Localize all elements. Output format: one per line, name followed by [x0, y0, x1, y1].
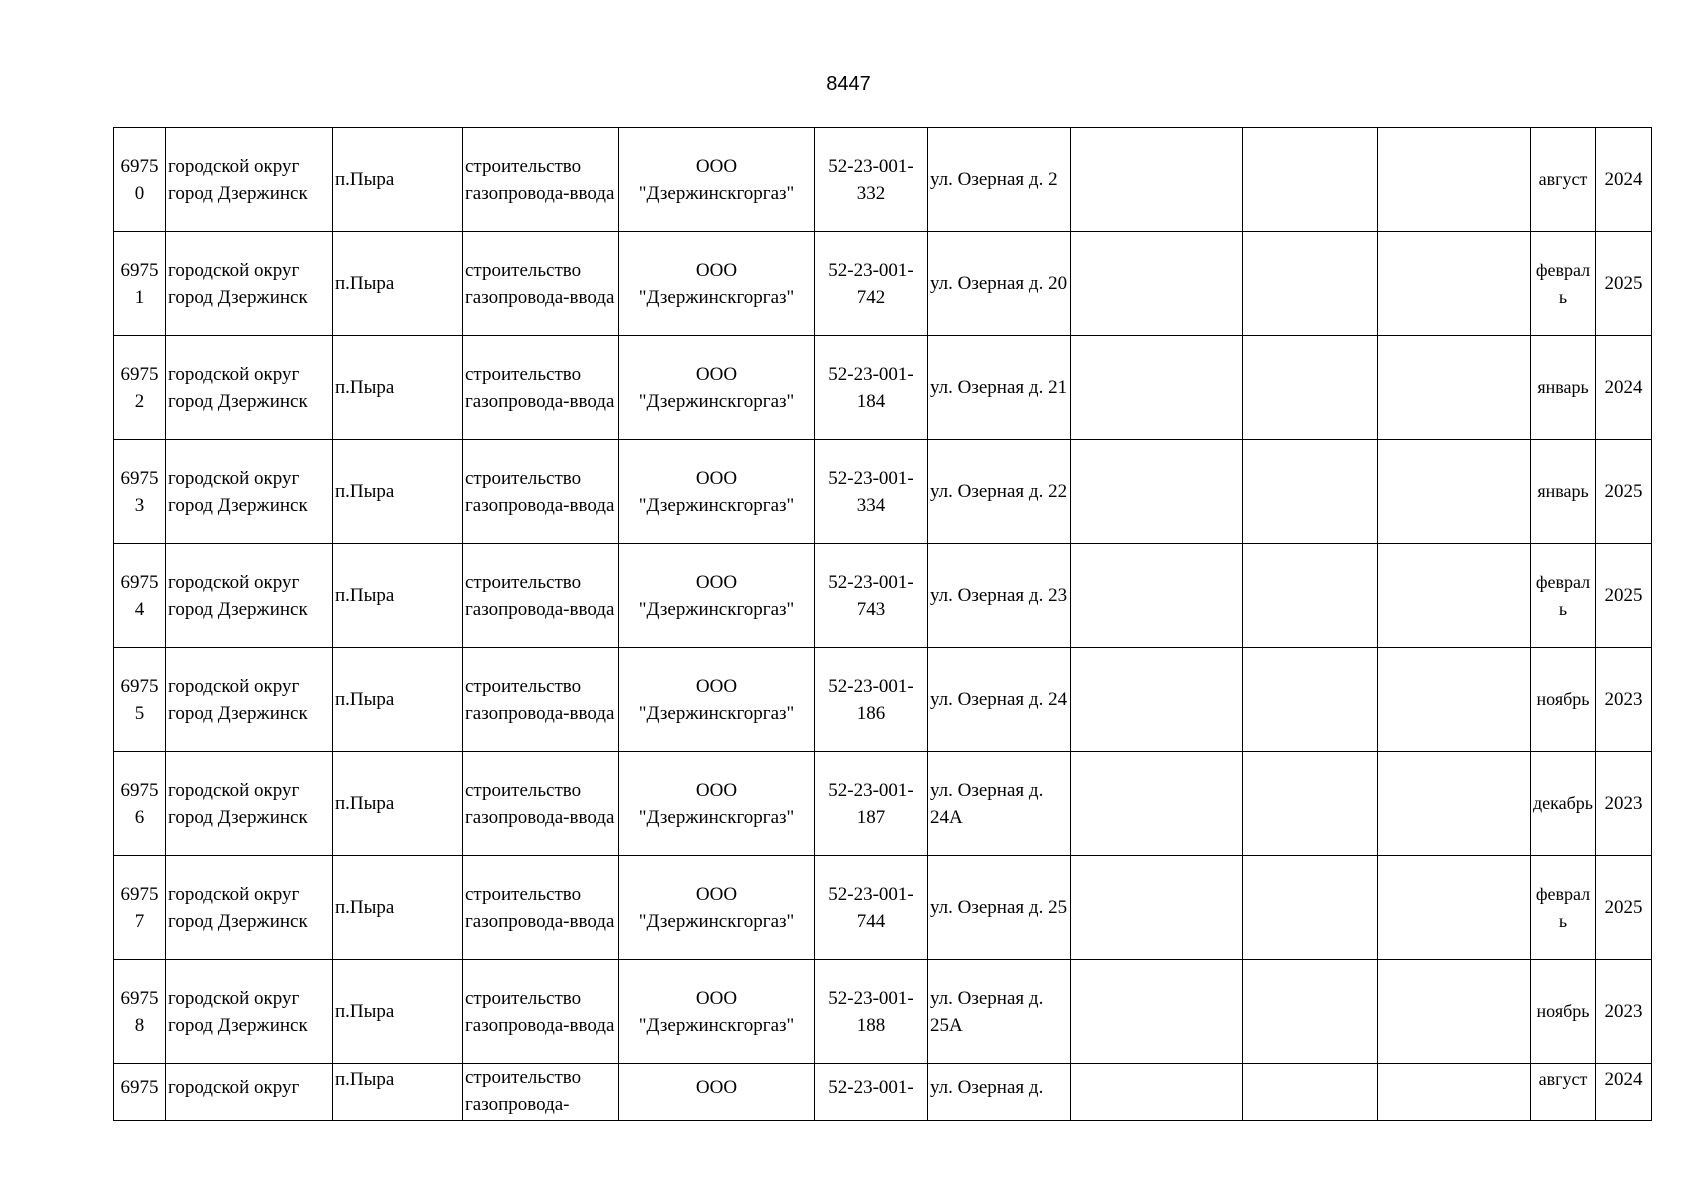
cell-code: 52-23-001- — [815, 1064, 928, 1121]
table-row — [114, 960, 1652, 1064]
cell-number: 69753 — [114, 440, 166, 544]
cell-month: ноябрь — [1531, 960, 1596, 1064]
cell-empty — [1243, 960, 1378, 1064]
cell-empty — [1071, 648, 1243, 752]
cell-address: ул. Озерная д. 23 — [928, 544, 1071, 648]
cell-year: 2025 — [1596, 544, 1652, 648]
cell-address: ул. Озерная д. 25А — [928, 960, 1071, 1064]
cell-month: декабрь — [1531, 752, 1596, 856]
cell-address: ул. Озерная д. 2 — [928, 128, 1071, 232]
cell-organization: ООО "Дзержинскгоргаз" — [619, 648, 815, 752]
cell-address: ул. Озерная д. 24 — [928, 648, 1071, 752]
page-number: 8447 — [826, 73, 871, 95]
cell-organization: ООО "Дзержинскгоргаз" — [619, 336, 815, 440]
table-row — [114, 544, 1652, 648]
cell-number: 69754 — [114, 544, 166, 648]
cell-empty — [1243, 544, 1378, 648]
cell-number: 69755 — [114, 648, 166, 752]
table-row — [114, 1064, 1652, 1121]
cell-settlement: п.Пыра — [333, 440, 463, 544]
cell-code: 52-23-001-188 — [815, 960, 928, 1064]
cell-settlement: п.Пыра — [333, 232, 463, 336]
cell-district: городской округ город Дзержинск — [166, 960, 333, 1064]
cell-month: февраль — [1531, 232, 1596, 336]
cell-year: 2024 — [1596, 128, 1652, 232]
cell-month: январь — [1531, 336, 1596, 440]
cell-empty — [1071, 752, 1243, 856]
cell-organization: ООО "Дзержинскгоргаз" — [619, 856, 815, 960]
cell-work-type: строительство газопровода-ввода — [463, 336, 619, 440]
cell-empty — [1071, 440, 1243, 544]
cell-code: 52-23-001-334 — [815, 440, 928, 544]
cell-month: февраль — [1531, 856, 1596, 960]
cell-address: ул. Озерная д. 22 — [928, 440, 1071, 544]
cell-empty — [1378, 128, 1531, 232]
table-row — [114, 440, 1652, 544]
table-row — [114, 336, 1652, 440]
cell-empty — [1378, 232, 1531, 336]
cell-empty — [1378, 1064, 1531, 1121]
cell-code: 52-23-001-184 — [815, 336, 928, 440]
cell-month: август — [1531, 128, 1596, 232]
cell-empty — [1071, 1064, 1243, 1121]
cell-settlement: п.Пыра — [333, 544, 463, 648]
cell-district: городской округ город Дзержинск — [166, 128, 333, 232]
cell-address: ул. Озерная д. 24А — [928, 752, 1071, 856]
cell-number: 69750 — [114, 128, 166, 232]
cell-settlement: п.Пыра — [333, 960, 463, 1064]
cell-year: 2024 — [1596, 336, 1652, 440]
cell-year: 2023 — [1596, 752, 1652, 856]
cell-district: городской округ город Дзержинск — [166, 232, 333, 336]
cell-year: 2024 — [1596, 1064, 1652, 1121]
cell-work-type: строительство газопровода-ввода — [463, 752, 619, 856]
cell-work-type: строительство газопровода-ввода — [463, 232, 619, 336]
cell-year: 2023 — [1596, 960, 1652, 1064]
cell-empty — [1378, 440, 1531, 544]
cell-empty — [1378, 960, 1531, 1064]
cell-code: 52-23-001-744 — [815, 856, 928, 960]
cell-number: 69758 — [114, 960, 166, 1064]
cell-empty — [1243, 752, 1378, 856]
cell-district: городской округ город Дзержинск — [166, 544, 333, 648]
cell-code: 52-23-001-186 — [815, 648, 928, 752]
cell-district: городской округ город Дзержинск — [166, 648, 333, 752]
cell-district: городской округ город Дзержинск — [166, 856, 333, 960]
cell-month: ноябрь — [1531, 648, 1596, 752]
cell-empty — [1071, 856, 1243, 960]
cell-empty — [1243, 648, 1378, 752]
cell-district: городской округ город Дзержинск — [166, 440, 333, 544]
cell-organization: ООО "Дзержинскгоргаз" — [619, 544, 815, 648]
cell-settlement: п.Пыра — [333, 752, 463, 856]
table-body — [114, 128, 1652, 1121]
cell-month: февраль — [1531, 544, 1596, 648]
cell-work-type: строительство газопровода-ввода — [463, 128, 619, 232]
cell-empty — [1378, 856, 1531, 960]
table-row — [114, 856, 1652, 960]
cell-number: 69757 — [114, 856, 166, 960]
cell-settlement: п.Пыра — [333, 336, 463, 440]
cell-district: городской округ город Дзержинск — [166, 752, 333, 856]
cell-address: ул. Озерная д. 25 — [928, 856, 1071, 960]
cell-code: 52-23-001-742 — [815, 232, 928, 336]
cell-empty — [1071, 544, 1243, 648]
cell-work-type: строительство газопровода-ввода — [463, 440, 619, 544]
cell-month: август — [1531, 1064, 1596, 1121]
cell-number: 6975 — [114, 1064, 166, 1121]
cell-year: 2025 — [1596, 232, 1652, 336]
cell-work-type: строительство газопровода-ввода — [463, 544, 619, 648]
cell-organization: ООО "Дзержинскгоргаз" — [619, 752, 815, 856]
cell-organization: ООО "Дзержинскгоргаз" — [619, 232, 815, 336]
cell-number: 69751 — [114, 232, 166, 336]
cell-number: 69756 — [114, 752, 166, 856]
table-row — [114, 128, 1652, 232]
cell-empty — [1243, 232, 1378, 336]
cell-month: январь — [1531, 440, 1596, 544]
cell-empty — [1071, 232, 1243, 336]
table-row — [114, 232, 1652, 336]
cell-address: ул. Озерная д. 21 — [928, 336, 1071, 440]
cell-address: ул. Озерная д. 20 — [928, 232, 1071, 336]
gas-connection-table — [113, 127, 1652, 1121]
cell-year: 2023 — [1596, 648, 1652, 752]
cell-empty — [1378, 752, 1531, 856]
cell-work-type: строительство газопровода-ввода — [463, 960, 619, 1064]
cell-district: городской округ город Дзержинск — [166, 336, 333, 440]
cell-year: 2025 — [1596, 440, 1652, 544]
cell-settlement: п.Пыра — [333, 648, 463, 752]
cell-empty — [1071, 960, 1243, 1064]
cell-empty — [1243, 336, 1378, 440]
cell-organization: ООО "Дзержинскгоргаз" — [619, 440, 815, 544]
cell-organization: ООО "Дзержинскгоргаз" — [619, 960, 815, 1064]
cell-empty — [1243, 856, 1378, 960]
cell-settlement: п.Пыра — [333, 128, 463, 232]
cell-work-type: строительство газопровода- — [463, 1064, 619, 1121]
cell-empty — [1071, 128, 1243, 232]
cell-settlement: п.Пыра — [333, 856, 463, 960]
cell-empty — [1378, 336, 1531, 440]
cell-district: городской округ — [166, 1064, 333, 1121]
cell-empty — [1243, 440, 1378, 544]
cell-number: 69752 — [114, 336, 166, 440]
cell-empty — [1378, 544, 1531, 648]
cell-organization: ООО "Дзержинскгоргаз" — [619, 128, 815, 232]
cell-organization: ООО — [619, 1064, 815, 1121]
cell-settlement: п.Пыра — [333, 1064, 463, 1121]
cell-empty — [1378, 648, 1531, 752]
table-row — [114, 752, 1652, 856]
cell-code: 52-23-001-332 — [815, 128, 928, 232]
cell-year: 2025 — [1596, 856, 1652, 960]
cell-empty — [1243, 128, 1378, 232]
cell-code: 52-23-001-743 — [815, 544, 928, 648]
cell-work-type: строительство газопровода-ввода — [463, 648, 619, 752]
cell-empty — [1243, 1064, 1378, 1121]
cell-empty — [1071, 336, 1243, 440]
cell-code: 52-23-001-187 — [815, 752, 928, 856]
cell-address: ул. Озерная д. — [928, 1064, 1071, 1121]
cell-work-type: строительство газопровода-ввода — [463, 856, 619, 960]
table-row — [114, 648, 1652, 752]
